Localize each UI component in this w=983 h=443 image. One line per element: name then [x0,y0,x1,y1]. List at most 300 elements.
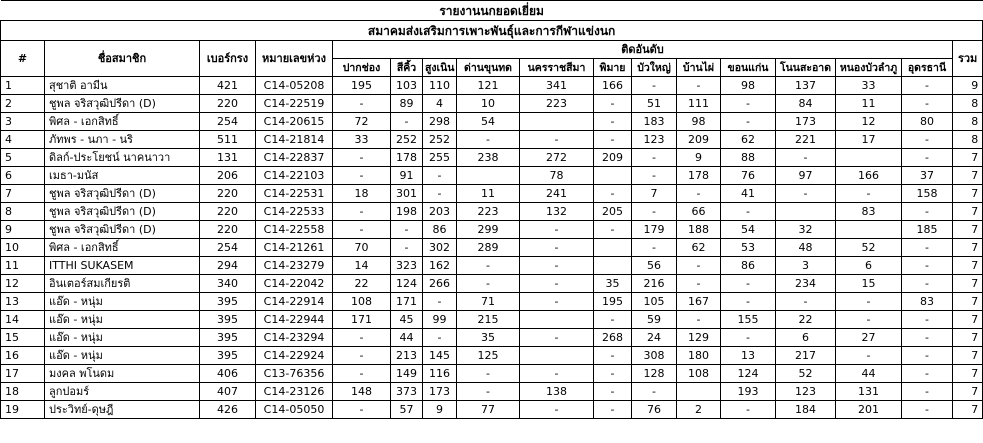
race-rank: 241 [520,185,594,203]
race-rank: 173 [423,383,457,401]
race-rank: - [423,293,457,311]
total-count: 7 [953,167,983,185]
race-rank: - [902,347,953,365]
race-rank: - [520,365,594,383]
total-count: 7 [953,365,983,383]
header-member: ชื่อสมาชิก [45,41,200,77]
header-race: นครราชสีมา [520,59,594,77]
ring-number: C14-22042 [256,275,333,293]
ring-number: C13-76356 [256,365,333,383]
loft-number: 206 [200,167,256,185]
race-rank: - [520,239,594,257]
race-rank: 132 [520,203,594,221]
race-rank: 195 [594,293,632,311]
total-count: 7 [953,185,983,203]
race-rank: 80 [902,113,953,131]
race-rank: - [721,275,776,293]
race-rank: - [902,275,953,293]
race-rank: 171 [391,293,423,311]
race-rank: 108 [333,293,391,311]
race-rank: 145 [423,347,457,365]
table-row [1,77,983,95]
race-rank: 116 [423,365,457,383]
loft-number: 131 [200,149,256,167]
race-rank: - [391,113,423,131]
race-rank: - [632,383,677,401]
header-race: สีคิ้ว [391,59,423,77]
ring-number: C14-22924 [256,347,333,365]
race-rank: 131 [836,383,902,401]
race-rank: - [677,275,721,293]
header-race: ด่านขุนทด [457,59,520,77]
race-rank: 124 [391,275,423,293]
row-number: 16 [1,347,45,365]
member-name: มงคล พโนดม [45,365,200,383]
race-rank: 6 [776,329,836,347]
race-rank: - [836,311,902,329]
race-rank: - [632,239,677,257]
header-total: รวม [953,41,983,77]
race-rank: - [776,293,836,311]
row-number: 9 [1,221,45,239]
race-rank: 35 [594,275,632,293]
race-rank: - [632,167,677,185]
table-row [1,239,983,257]
race-rank: 97 [776,167,836,185]
race-rank: 83 [836,203,902,221]
race-rank: 33 [333,131,391,149]
race-rank: 129 [677,329,721,347]
table-row [1,167,983,185]
table-row [1,203,983,221]
race-rank: 173 [776,113,836,131]
race-rank: 78 [520,167,594,185]
member-name: พิศล - เอกสิทธิ์ [45,239,200,257]
total-count: 7 [953,239,983,257]
race-rank: 123 [776,383,836,401]
race-rank: 178 [391,149,423,167]
header-race: อุดรธานี [902,59,953,77]
race-rank: - [594,95,632,113]
table-row [1,311,983,329]
race-rank: 98 [721,77,776,95]
loft-number: 220 [200,185,256,203]
table-row [1,185,983,203]
header-race: บ้านไผ่ [677,59,721,77]
race-rank: 215 [457,311,520,329]
member-name: ITTHI SUKASEM [45,257,200,275]
race-rank: 24 [632,329,677,347]
race-rank: 138 [520,383,594,401]
race-rank: 123 [632,131,677,149]
member-name: ประวิทย์-ดุษฎี [45,401,200,419]
race-rank: - [902,149,953,167]
race-rank: 166 [594,77,632,95]
race-rank: - [594,383,632,401]
loft-number: 395 [200,311,256,329]
table-row [1,401,983,419]
table-row [1,347,983,365]
total-count: 7 [953,401,983,419]
row-number: 14 [1,311,45,329]
ring-number: C14-23294 [256,329,333,347]
race-rank: 15 [836,275,902,293]
race-rank [836,221,902,239]
race-rank: 22 [776,311,836,329]
race-rank: 217 [776,347,836,365]
race-rank: 48 [776,239,836,257]
race-rank: 299 [457,221,520,239]
race-rank: 266 [423,275,457,293]
total-count: 9 [953,77,983,95]
row-number: 2 [1,95,45,113]
race-rank: 167 [677,293,721,311]
race-rank: 252 [391,131,423,149]
race-rank [594,167,632,185]
race-rank: 124 [721,365,776,383]
race-rank: - [836,347,902,365]
race-rank: 289 [457,239,520,257]
race-rank: - [721,113,776,131]
ring-number: C14-22914 [256,293,333,311]
race-rank: 183 [632,113,677,131]
race-rank: - [594,221,632,239]
race-rank: - [333,203,391,221]
race-rank: 213 [391,347,423,365]
race-rank: - [721,293,776,311]
race-rank: 301 [391,185,423,203]
total-count: 7 [953,257,983,275]
ring-number: C14-22837 [256,149,333,167]
race-rank: - [902,329,953,347]
race-rank: 201 [836,401,902,419]
loft-number: 220 [200,95,256,113]
ring-number: C14-23126 [256,383,333,401]
race-rank: 9 [677,149,721,167]
row-number: 7 [1,185,45,203]
race-rank: - [902,95,953,113]
race-rank: 32 [776,221,836,239]
race-rank: 203 [423,203,457,221]
race-rank: 52 [776,365,836,383]
race-rank: - [776,149,836,167]
race-rank: 59 [632,311,677,329]
loft-number: 511 [200,131,256,149]
race-rank: 70 [333,239,391,257]
race-rank: 110 [423,77,457,95]
race-rank: 91 [391,167,423,185]
race-rank: - [902,239,953,257]
race-rank: - [594,401,632,419]
header-race: สูงเนิน [423,59,457,77]
race-rank: - [333,167,391,185]
table-row [1,131,983,149]
row-number: 10 [1,239,45,257]
race-rank: 33 [836,77,902,95]
race-rank: - [677,77,721,95]
race-rank: 198 [391,203,423,221]
loft-number: 407 [200,383,256,401]
race-rank: - [333,95,391,113]
header-race: ขอนแก่น [721,59,776,77]
ring-number: C14-22519 [256,95,333,113]
race-rank: 373 [391,383,423,401]
race-rank: 323 [391,257,423,275]
row-number: 11 [1,257,45,275]
race-rank: 255 [423,149,457,167]
race-rank: - [333,221,391,239]
ring-number: C14-22103 [256,167,333,185]
race-rank: 41 [721,185,776,203]
race-rank: 105 [632,293,677,311]
race-rank: 35 [457,329,520,347]
member-name: ชูพล จริสวุฒิปรีดา (D) [45,185,200,203]
member-name: เมธา-มนัส [45,167,200,185]
total-count: 7 [953,221,983,239]
total-count: 7 [953,329,983,347]
race-rank: 188 [677,221,721,239]
race-rank: - [520,329,594,347]
total-count: 7 [953,203,983,221]
race-rank: 54 [721,221,776,239]
race-rank: - [594,347,632,365]
member-name: สุชาติ อามีน [45,77,200,95]
race-rank: 234 [776,275,836,293]
race-rank: 76 [632,401,677,419]
total-count: 7 [953,275,983,293]
member-name: ชูพล จริสวุฒิปรีดา (D) [45,95,200,113]
table-row [1,329,983,347]
race-rank: 37 [902,167,953,185]
member-name: พิศล - เอกสิทธิ์ [45,113,200,131]
race-rank: - [333,401,391,419]
race-rank: 238 [457,149,520,167]
race-rank: 128 [632,365,677,383]
race-rank: 54 [457,113,520,131]
race-rank: - [776,185,836,203]
race-rank: 171 [333,311,391,329]
race-rank: 108 [677,365,721,383]
ring-number: C14-22944 [256,311,333,329]
race-rank [776,203,836,221]
total-count: 7 [953,347,983,365]
race-rank: 12 [836,113,902,131]
race-rank: - [594,113,632,131]
race-rank: 10 [457,95,520,113]
race-rank: 45 [391,311,423,329]
race-rank: 7 [632,185,677,203]
member-name: อินเตอร์สมเกียรติ [45,275,200,293]
member-name: แอ๊ด - หนุ่ม [45,347,200,365]
race-rank: - [457,383,520,401]
race-rank: - [902,383,953,401]
race-rank: - [632,149,677,167]
row-number: 13 [1,293,45,311]
race-rank: 13 [721,347,776,365]
race-rank: 99 [423,311,457,329]
race-rank: 221 [776,131,836,149]
loft-number: 254 [200,113,256,131]
race-rank: 158 [902,185,953,203]
race-rank: 298 [423,113,457,131]
race-rank: - [457,131,520,149]
race-rank [594,257,632,275]
member-name: แอ๊ด - หนุ่ม [45,293,200,311]
table-row [1,149,983,167]
race-rank: - [333,347,391,365]
total-count: 7 [953,293,983,311]
race-rank: - [457,365,520,383]
header-index: # [1,41,45,77]
report-title: รายงานนกยอดเยี่ยม [1,1,983,21]
race-rank: 137 [776,77,836,95]
loft-number: 220 [200,221,256,239]
race-rank: 205 [594,203,632,221]
race-rank: - [520,275,594,293]
race-rank: 180 [677,347,721,365]
row-number: 18 [1,383,45,401]
row-number: 6 [1,167,45,185]
race-rank: 148 [333,383,391,401]
race-rank: - [836,293,902,311]
total-count: 7 [953,383,983,401]
race-rank: - [423,329,457,347]
race-rank: 103 [391,77,423,95]
total-count: 8 [953,113,983,131]
header-race: บัวใหญ่ [632,59,677,77]
race-rank: - [333,329,391,347]
race-rank: 71 [457,293,520,311]
race-rank: - [391,239,423,257]
race-rank: 341 [520,77,594,95]
loft-number: 254 [200,239,256,257]
race-rank: 76 [721,167,776,185]
race-rank: - [423,185,457,203]
header-race: โนนสะอาด [776,59,836,77]
race-rank: - [333,365,391,383]
race-rank: 3 [776,257,836,275]
row-number: 3 [1,113,45,131]
race-rank: 51 [632,95,677,113]
row-number: 4 [1,131,45,149]
ring-number: C14-21261 [256,239,333,257]
ring-number: C14-05050 [256,401,333,419]
table-body [1,77,983,419]
race-rank: 121 [457,77,520,95]
race-rank: 223 [457,203,520,221]
race-rank: 66 [677,203,721,221]
loft-number: 294 [200,257,256,275]
race-rank: 62 [721,131,776,149]
race-rank: - [333,149,391,167]
race-rank: 111 [677,95,721,113]
header-loft: เบอร์กรง [200,41,256,77]
race-rank: 56 [632,257,677,275]
loft-number: 220 [200,203,256,221]
race-rank: 17 [836,131,902,149]
race-rank: - [594,365,632,383]
race-rank: 252 [423,131,457,149]
member-name: แอ๊ด - หนุ่ม [45,329,200,347]
race-rank: - [902,257,953,275]
race-rank: 57 [391,401,423,419]
race-rank: 178 [677,167,721,185]
race-rank: 2 [677,401,721,419]
race-rank: 52 [836,239,902,257]
header-ranked: ติดอันดับ [333,41,953,59]
race-rank: - [423,167,457,185]
race-rank: 155 [721,311,776,329]
table-row [1,113,983,131]
table-row [1,293,983,311]
race-rank: - [721,95,776,113]
member-name: ชูพล จริสวุฒิปรีดา (D) [45,221,200,239]
race-rank: - [677,185,721,203]
race-rank [677,383,721,401]
race-rank: 83 [902,293,953,311]
race-rank: - [457,275,520,293]
race-rank: 44 [391,329,423,347]
race-rank: 18 [333,185,391,203]
race-rank: 27 [836,329,902,347]
race-rank: 86 [721,257,776,275]
race-rank: 62 [677,239,721,257]
race-rank: - [594,131,632,149]
race-rank: 166 [836,167,902,185]
race-rank: - [721,401,776,419]
race-rank: 9 [423,401,457,419]
ring-number: C14-22558 [256,221,333,239]
race-rank: 44 [836,365,902,383]
race-rank: - [721,203,776,221]
race-rank: - [836,185,902,203]
row-number: 5 [1,149,45,167]
header-race: หนองบัวลำภู [836,59,902,77]
loft-number: 395 [200,293,256,311]
row-number: 17 [1,365,45,383]
race-rank [520,347,594,365]
race-rank: 195 [333,77,391,95]
race-rank: 86 [423,221,457,239]
loft-number: 406 [200,365,256,383]
race-rank: 162 [423,257,457,275]
race-rank [520,113,594,131]
race-rank [594,239,632,257]
ring-number: C14-23279 [256,257,333,275]
race-rank: - [677,311,721,329]
race-rank: - [902,77,953,95]
race-rank: - [902,401,953,419]
total-count: 7 [953,149,983,167]
member-name: ดิลก์-ประโยชน์ นาคนาวา [45,149,200,167]
race-rank: 89 [391,95,423,113]
race-rank: - [902,203,953,221]
member-name: แอ๊ด - หนุ่ม [45,311,200,329]
ring-number: C14-21814 [256,131,333,149]
race-rank: - [902,365,953,383]
race-rank: - [632,203,677,221]
total-count: 8 [953,95,983,113]
table-row [1,257,983,275]
race-rank [457,167,520,185]
race-rank: - [520,293,594,311]
race-rank: 88 [721,149,776,167]
race-rank: 11 [457,185,520,203]
race-rank: - [520,131,594,149]
race-rank: - [721,329,776,347]
table-row [1,365,983,383]
loft-number: 395 [200,347,256,365]
